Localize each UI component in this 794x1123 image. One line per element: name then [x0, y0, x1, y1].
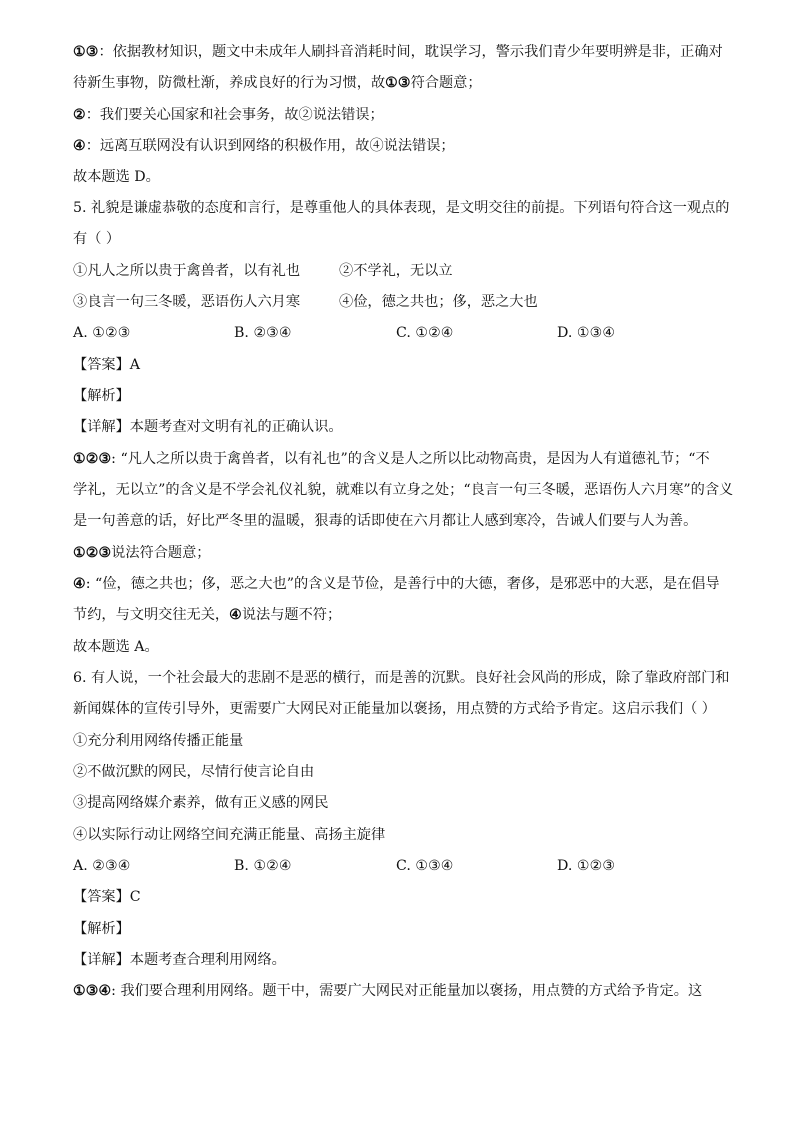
text: 待新生事物，防微杜渐，养成良好的行为习惯，故	[73, 75, 386, 91]
text: 符合题意；	[410, 75, 482, 91]
text: : 我们要合理利用网络。题干中，需要广大网民对正能量加以褒扬，用点赞的方式给予肯定。这	[111, 983, 703, 999]
q5-stem-line-2: 有（ ）	[73, 231, 121, 247]
option-mark: ④	[73, 138, 86, 154]
q6-statement-2: ②不做沉默的网民，尽情行使言论自由	[73, 764, 315, 780]
prev-analysis-line-1	[73, 42, 723, 62]
text: 说法与题不符；	[241, 607, 342, 623]
q5-detail: 【详解】本题考查对文明有礼的正确认识。	[73, 419, 343, 435]
prev-analysis-line-2	[73, 73, 482, 93]
option-mark: ①③④	[73, 983, 112, 999]
option-mark: ②	[73, 107, 86, 123]
q6-stem-line-1: 6. 有人说，一个社会最大的悲剧不是恶的横行，而是善的沉默。良好社会风尚的形成，除了靠政府部门和	[73, 670, 730, 686]
q5-conclusion: 故本题选 A。	[73, 639, 159, 655]
text: ：依据教材知识，题文中未成年人刷抖音消耗时间，耽误学习，警示我们青少年要明辨是非，正确对	[98, 44, 723, 60]
q5-option-b: B. ②③④	[234, 325, 292, 341]
q5-option-c: C. ①②④	[396, 325, 454, 341]
text: ：我们要关心国家和社会事务，故②说法错误；	[85, 107, 384, 123]
q5-analysis-line-3: 是一句善意的话，好比严冬里的温暖，狠毒的话即使在六月都让人感到寒冷，告诫人们要与人为善。	[73, 513, 698, 529]
q6-analysis-line-1	[73, 981, 702, 1001]
q5-analysis-label: 【解析】	[73, 388, 130, 404]
q5-answer: 【答案】A	[73, 357, 140, 373]
q5-option-d: D. ①③④	[557, 325, 616, 341]
option-mark: ④	[73, 576, 86, 592]
option-mark: ①②③	[73, 451, 112, 467]
q6-analysis-label: 【解析】	[73, 921, 130, 937]
text: : “俭，德之共也；侈，恶之大也”的含义是节俭，是善行中的大德，奢侈，是邪恶中的大恶，是在倡导	[85, 576, 720, 592]
q5-analysis-line-1	[73, 449, 710, 469]
text: 说法符合题意；	[111, 545, 211, 561]
q6-statement-1: ①充分利用网络传播正能量	[73, 733, 244, 749]
q5-stem-line-1: 5. 礼貌是谦虚恭敬的态度和言行，是尊重他人的具体表现，是文明交往的前提。下列语句符合这一观点的	[73, 200, 730, 216]
q6-statement-3: ③提高网络媒介素养，做有正义感的网民	[73, 795, 329, 811]
q5-analysis-line-4	[73, 543, 211, 563]
q5-analysis-line-2: 学礼，无以立”的含义是不学会礼仪礼貌，就难以有立身之处；“良言一句三冬暖，恶语伤人六月寒”的含义	[73, 482, 734, 498]
q6-option-b: B. ①②④	[234, 858, 292, 874]
option-mark: ①②③	[73, 545, 112, 561]
q5-statement-4: ④俭，德之共也；侈，恶之大也	[339, 294, 538, 310]
q5-analysis-line-5	[73, 574, 720, 594]
prev-analysis-line-3	[73, 105, 384, 125]
text: 节约，与文明交往无关，	[73, 607, 230, 623]
q6-option-d: D. ①②③	[557, 858, 616, 874]
q6-option-c: C. ①③④	[396, 858, 454, 874]
q6-answer: 【答案】C	[73, 889, 141, 905]
prev-conclusion: 故本题选 D。	[73, 169, 160, 185]
option-mark: ④	[229, 607, 242, 623]
option-mark: ①③	[385, 75, 411, 91]
q6-statement-4: ④以实际行动让网络空间充满正能量、高扬主旋律	[73, 827, 386, 843]
q5-option-a: A. ①②③	[73, 325, 131, 341]
q5-analysis-line-6	[73, 605, 341, 625]
q5-statement-3: ③良言一句三冬暖，恶语伤人六月寒	[73, 294, 301, 310]
text: ：远离互联网没有认识到网络的积极作用，故④说法错误；	[85, 138, 455, 154]
text: : “凡人之所以贵于禽兽者，以有礼也”的含义是人之所以比动物高贵，是因为人有道德礼节；“不	[111, 451, 710, 467]
q5-statement-1: ①凡人之所以贵于禽兽者，以有礼也	[73, 263, 301, 279]
q6-option-a: A. ②③④	[73, 858, 131, 874]
q5-statement-2: ②不学礼，无以立	[339, 263, 453, 279]
option-mark: ①③	[73, 44, 99, 60]
q6-detail: 【详解】本题考查合理利用网络。	[73, 952, 286, 968]
prev-analysis-line-4	[73, 136, 455, 156]
q6-stem-line-2: 新闻媒体的宣传引导外，更需要广大网民对正能量加以褒扬，用点赞的方式给予肯定。这启示我们（ ）	[73, 701, 716, 717]
